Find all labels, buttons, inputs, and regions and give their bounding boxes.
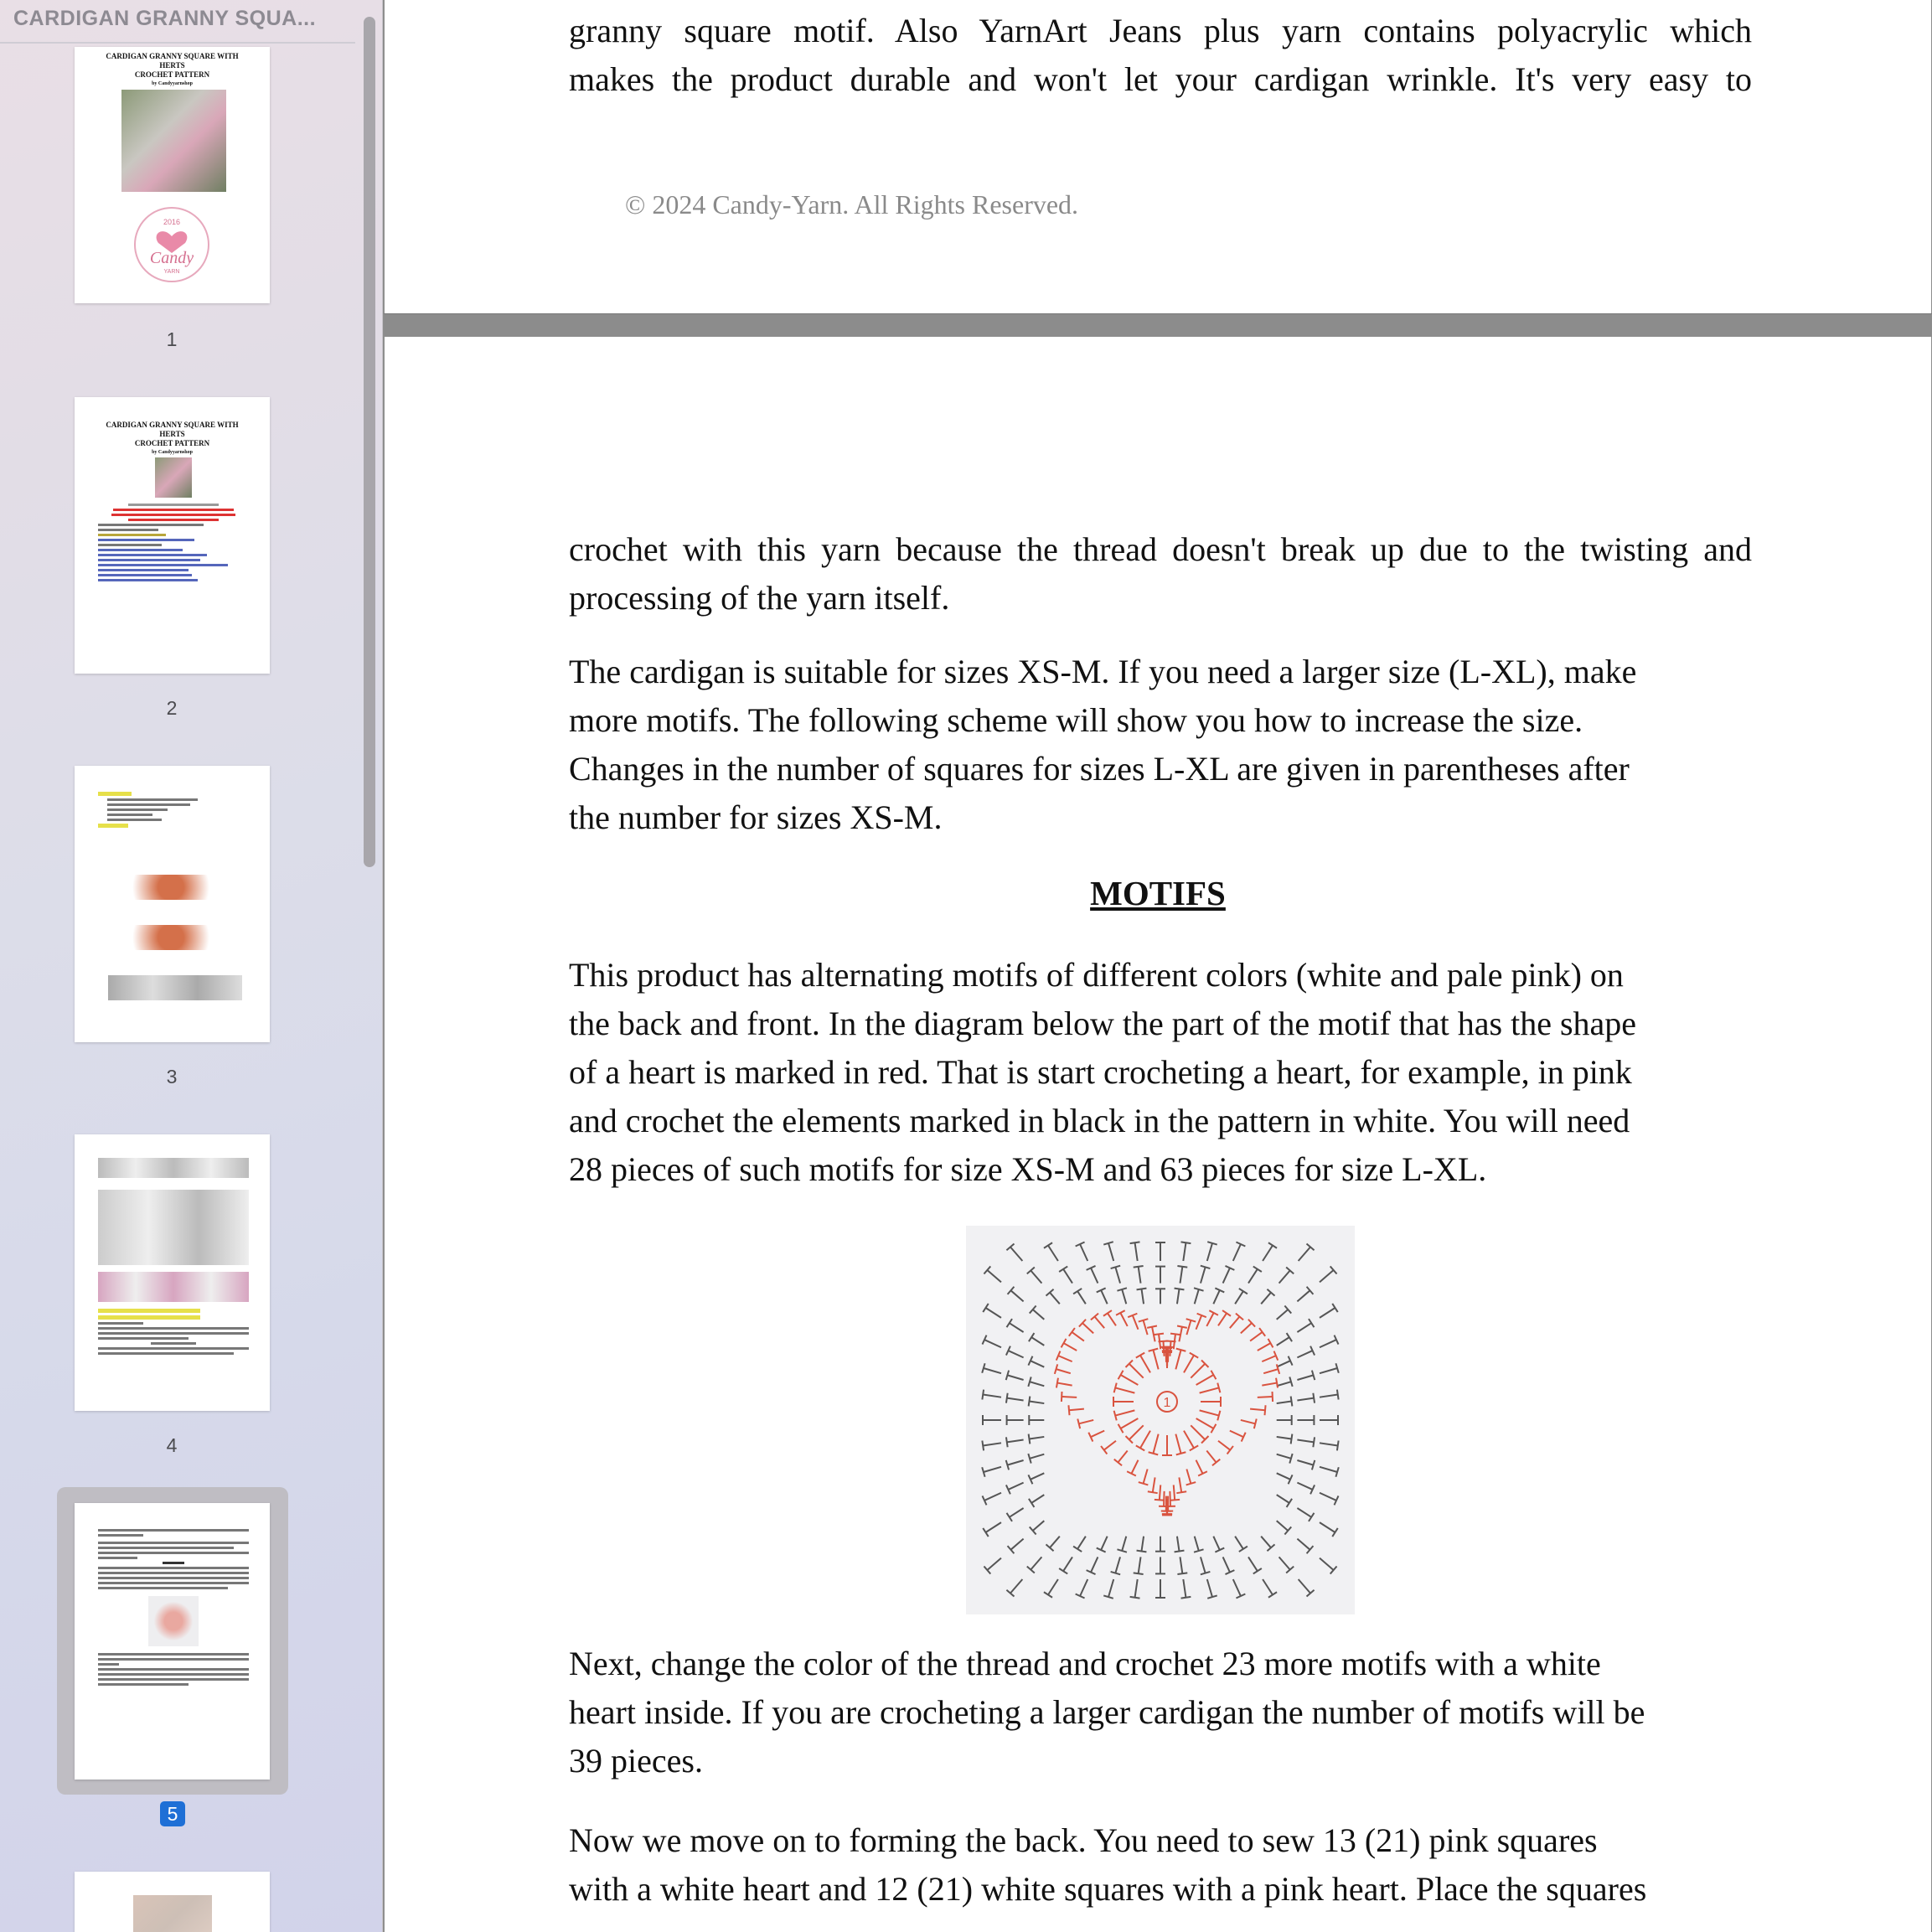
stitch-symbol — [1117, 1288, 1131, 1305]
stitch-symbol — [1008, 1287, 1027, 1305]
body-text-line: and crochet the elements marked in black in the pattern in white. You will need — [569, 1102, 1630, 1139]
stitch-symbol — [1130, 1242, 1143, 1261]
page-footer-copyright: © 2024 Candy-Yarn. All Rights Reserved. — [625, 189, 1079, 220]
sidebar-scrollbar[interactable] — [364, 17, 375, 867]
cover-photo — [121, 90, 226, 192]
stitch-symbol — [1187, 1361, 1208, 1382]
stitch-symbol — [1056, 1378, 1073, 1391]
stitch-symbol — [1046, 1289, 1063, 1307]
stitch-symbol — [1201, 1397, 1221, 1407]
stitch-symbol — [1294, 1535, 1313, 1553]
stitch-symbol — [1294, 1504, 1314, 1521]
stitch-symbol — [1275, 1553, 1294, 1573]
stitch-symbol — [1227, 1426, 1245, 1441]
stitch-symbol — [1116, 1310, 1132, 1329]
body-text-line: more motifs. The following scheme will show you how to increase the size. — [569, 701, 1583, 739]
stitch-symbol — [1028, 1469, 1046, 1484]
stitch-symbol — [1006, 1393, 1025, 1406]
motif-chart-svg — [966, 1226, 1355, 1614]
body-text-line: 39 pieces. — [569, 1742, 703, 1780]
stitch-symbol — [1006, 1455, 1025, 1470]
stitch-symbol — [1030, 1305, 1047, 1323]
stitch-symbol — [1103, 1310, 1120, 1329]
stitch-symbol — [1202, 1578, 1217, 1598]
thumbnail-sidebar — [0, 0, 383, 1932]
sidebar-divider — [0, 42, 355, 44]
stitch-symbol — [1155, 1267, 1165, 1284]
page-thumbnail-3[interactable] — [75, 766, 270, 1042]
stitch-symbol — [1134, 1266, 1146, 1284]
stitch-symbol — [1231, 1289, 1248, 1307]
body-text-line: 28 pieces of such motifs for size XS-M and 63 pieces for size L-XL. — [569, 1150, 1487, 1188]
stitch-symbol — [1059, 1554, 1077, 1573]
stitch-symbol — [1318, 1335, 1339, 1352]
stitch-symbol — [1077, 1415, 1094, 1428]
page-thumbnail-1[interactable] — [75, 47, 270, 303]
page-label-2: 2 — [166, 697, 178, 719]
page-thumbnail-4[interactable] — [75, 1134, 270, 1411]
stitch-symbol — [1261, 1378, 1278, 1391]
stitch-symbol — [1148, 1477, 1160, 1494]
stitch-symbol — [1244, 1267, 1262, 1286]
stitch-symbol — [1316, 1266, 1336, 1285]
stitch-symbol — [1137, 1289, 1149, 1305]
logo-name: Candy — [149, 249, 194, 267]
stitch-symbol — [1218, 1266, 1234, 1285]
stitch-symbol — [1114, 1383, 1136, 1398]
stitch-symbol — [1103, 1578, 1118, 1598]
stitch-symbol — [1319, 1438, 1338, 1450]
body-text-line: crochet with this yarn because the thread doesn't break up due to the twisting and — [569, 530, 1752, 568]
stitch-symbol — [1029, 1397, 1046, 1408]
stitch-symbol — [1076, 1242, 1093, 1263]
stitch-symbol — [1260, 1351, 1278, 1366]
thumb2-title-line: CROCHET PATTERN — [134, 439, 210, 447]
stitch-symbol — [1079, 1320, 1097, 1337]
stitch-symbol — [1027, 1268, 1046, 1287]
stitch-symbol — [1297, 1393, 1315, 1406]
stitch-symbol — [1214, 1310, 1231, 1329]
stitch-symbol — [1114, 1406, 1136, 1421]
stitch-symbol — [1276, 1432, 1293, 1444]
stitch-symbol — [1103, 1242, 1118, 1262]
stitch-symbol — [1258, 1392, 1273, 1403]
stitch-symbol — [1087, 1266, 1103, 1285]
body-text-line: Next, change the color of the thread and crochet 23 more motifs with a white — [569, 1645, 1601, 1682]
stitch-symbol — [1006, 1371, 1025, 1385]
stitch-symbol — [1006, 1576, 1025, 1596]
stitch-symbol — [1196, 1556, 1210, 1575]
stitch-symbol — [1087, 1555, 1103, 1574]
stitch-symbol — [1297, 1415, 1314, 1425]
document-viewer — [384, 0, 1932, 1932]
stitch-symbol — [1244, 1554, 1262, 1573]
stitch-symbol — [1317, 1304, 1338, 1322]
stitch-symbol — [1069, 1328, 1087, 1345]
stitch-symbol — [1187, 1422, 1208, 1443]
thumb3-content — [98, 789, 249, 830]
page-separator — [384, 313, 1932, 338]
stitch-symbol — [1149, 1349, 1164, 1371]
stitch-symbol — [1126, 1361, 1147, 1382]
thumb2-text-block — [98, 501, 249, 584]
stitch-symbol — [1190, 1535, 1204, 1552]
stitch-symbol — [1194, 1371, 1217, 1389]
stitch-symbol — [1318, 1488, 1339, 1505]
stitch-symbol — [983, 1304, 1004, 1322]
thumb1-title-line: CARDIGAN GRANNY SQUARE WITH — [106, 52, 239, 60]
stitch-symbol — [1126, 1422, 1147, 1443]
stitch-symbol — [1155, 1289, 1165, 1304]
page-label-5-selected: 5 — [160, 1801, 185, 1826]
logo-sub: YARN — [163, 269, 180, 275]
body-text-line: The cardigan is suitable for sizes XS-M. If you need a larger size (L-XL), make — [569, 653, 1637, 690]
stitch-symbol — [1295, 1346, 1315, 1362]
stitch-symbol — [1030, 1517, 1047, 1535]
stitch-symbol — [1175, 1557, 1188, 1575]
body-text-line: with a white heart and 12 (21) white squares with a pink heart. Place the squares — [569, 1870, 1647, 1908]
body-text-line: the back and front. In the diagram below the part of the motif that has the shape — [569, 1005, 1637, 1042]
stitch-symbol — [1258, 1533, 1275, 1551]
stitch-symbol — [1028, 1449, 1046, 1464]
stitch-symbol — [1228, 1242, 1245, 1263]
stitch-symbol — [1137, 1536, 1149, 1552]
thumb2-photo — [155, 457, 192, 498]
stitch-symbol — [1318, 1363, 1338, 1378]
stitch-symbol — [1180, 1428, 1198, 1451]
body-text-line: the number for sizes XS-M. — [569, 798, 943, 836]
stitch-symbol — [1228, 1578, 1245, 1599]
stitch-symbol — [1209, 1534, 1224, 1552]
stitch-symbol — [1320, 1415, 1338, 1425]
stitch-symbol — [1117, 1535, 1131, 1552]
stitch-symbol — [1162, 1435, 1172, 1455]
stitch-symbol — [1317, 1518, 1338, 1537]
page-5 — [385, 337, 1931, 1932]
stitch-symbol — [982, 1335, 1003, 1352]
stitch-symbol — [1172, 1536, 1184, 1552]
page-thumbnail-6[interactable] — [75, 1872, 270, 1932]
stitch-symbol — [1239, 1415, 1256, 1428]
stitch-symbol — [1127, 1458, 1143, 1475]
stitch-symbol — [1097, 1534, 1112, 1552]
page-label-1: 1 — [166, 328, 178, 350]
section-heading-motifs: MOTIFS — [1090, 874, 1226, 912]
stitch-symbol — [1155, 1579, 1165, 1598]
stitch-symbol — [1068, 1404, 1084, 1416]
stitch-symbol — [1202, 1310, 1218, 1329]
stitch-symbol — [1191, 1458, 1207, 1475]
stitch-symbol — [1118, 1414, 1141, 1433]
stitch-symbol — [1006, 1435, 1025, 1448]
stitch-symbol — [1274, 1469, 1292, 1484]
stitch-symbol — [1174, 1477, 1186, 1494]
stitch-symbol — [1056, 1351, 1074, 1366]
stitch-symbol — [1149, 1433, 1164, 1454]
candy-yarn-logo — [130, 203, 214, 287]
stitch-symbol — [1218, 1555, 1234, 1574]
stitch-symbol — [1294, 1243, 1314, 1263]
stitch-symbol — [1059, 1267, 1077, 1286]
stitch-symbol — [1294, 1576, 1314, 1596]
body-text-line: of a heart is marked in red. That is start crocheting a heart, for example, in pink — [569, 1053, 1632, 1091]
stitch-symbol — [984, 1266, 1004, 1285]
thumb1-title-line: CROCHET PATTERN — [134, 70, 210, 79]
stitch-symbol — [1258, 1242, 1277, 1263]
stitch-symbol — [1178, 1578, 1191, 1598]
stitch-symbol — [1029, 1333, 1047, 1350]
stitch-symbol — [1006, 1243, 1025, 1263]
body-text-line: makes the product durable and won't let your cardigan wrinkle. It's very easy to — [569, 60, 1752, 98]
stitch-symbol — [1111, 1556, 1125, 1575]
stitch-symbol — [1118, 1371, 1141, 1389]
page-4-bottom — [385, 0, 1931, 313]
stitch-symbol — [1130, 1578, 1143, 1598]
stitch-symbol — [1273, 1490, 1292, 1507]
stitch-symbol — [1180, 1353, 1198, 1376]
stitch-symbol — [1276, 1397, 1293, 1408]
stitch-symbol — [1028, 1356, 1046, 1372]
stitch-symbol — [1255, 1339, 1273, 1355]
stitch-symbol — [982, 1462, 1002, 1477]
page-label-3: 3 — [166, 1066, 178, 1087]
stitch-symbol — [1062, 1339, 1080, 1355]
sidebar-document-title: CARDIGAN GRANNY SQUA... — [13, 7, 317, 30]
body-text-line: granny square motif. Also YarnArt Jeans plus yarn contains polyacrylic which — [569, 12, 1752, 49]
stitch-symbol — [1273, 1333, 1292, 1350]
stitch-symbol — [1295, 1478, 1315, 1494]
stitch-symbol — [1029, 1415, 1044, 1425]
stitch-symbol — [1136, 1353, 1155, 1376]
stitch-symbol — [1196, 1266, 1210, 1285]
stitch-symbol — [1073, 1533, 1090, 1552]
stitch-symbol — [1263, 1364, 1280, 1378]
stitch-symbol — [1296, 1455, 1315, 1470]
stitch-symbol — [1113, 1397, 1134, 1407]
stitch-symbol — [1139, 1468, 1153, 1485]
thumb2-title-line: by Candyyarnshop — [152, 450, 193, 455]
stitch-symbol — [1091, 1314, 1108, 1331]
stitch-symbol — [1178, 1242, 1191, 1261]
stitch-symbol — [1226, 1314, 1243, 1331]
stitch-symbol — [1277, 1415, 1292, 1425]
body-text-line: heart inside. If you are crocheting a larger cardigan the number of motifs will be — [569, 1693, 1645, 1731]
stitch-symbol — [1028, 1377, 1046, 1391]
stitch-symbol — [982, 1488, 1003, 1505]
stitch-symbol — [982, 1390, 1001, 1403]
stitch-symbol — [1155, 1557, 1165, 1573]
stitch-symbol — [1046, 1533, 1063, 1551]
stitch-symbol — [1319, 1390, 1338, 1403]
stitch-symbol — [982, 1363, 1002, 1378]
stitch-symbol — [1294, 1287, 1313, 1305]
stitch-symbol — [1171, 1433, 1186, 1454]
stitch-symbol — [1097, 1288, 1112, 1305]
stitch-symbol — [1191, 1314, 1206, 1331]
stitch-symbol — [1194, 1414, 1217, 1433]
page-label-4: 4 — [166, 1434, 178, 1456]
stitch-symbol — [1275, 1449, 1293, 1464]
stitch-symbol — [1044, 1242, 1062, 1263]
stitch-symbol — [1209, 1288, 1224, 1305]
stitch-symbol — [1055, 1364, 1072, 1378]
stitch-symbol — [982, 1438, 1001, 1450]
stitch-symbol — [1128, 1314, 1143, 1331]
stitch-symbol — [1198, 1406, 1220, 1421]
stitch-symbol — [1155, 1242, 1165, 1261]
stitch-symbol — [1029, 1490, 1047, 1507]
stitch-symbol — [1258, 1577, 1277, 1598]
body-text-line: Now we move on to forming the back. You need to sew 13 (21) pink squares — [569, 1821, 1598, 1859]
crochet-motif-diagram — [966, 1226, 1355, 1614]
thumb2-title-line: CARDIGAN GRANNY SQUARE WITH — [106, 421, 239, 429]
diagram-center-label: 1 — [1163, 1396, 1171, 1410]
stitch-symbol — [1076, 1578, 1093, 1599]
stitch-symbol — [1029, 1432, 1046, 1444]
stitch-symbol — [1297, 1435, 1315, 1448]
stitch-symbol — [1248, 1328, 1266, 1345]
stitch-symbol — [1114, 1448, 1132, 1466]
stitch-symbol — [1203, 1448, 1221, 1466]
stitch-symbol — [1275, 1268, 1294, 1287]
thumb1-title-line: HERTS — [159, 61, 185, 70]
stitch-symbol — [983, 1415, 1001, 1425]
stitch-symbol — [1006, 1478, 1025, 1494]
stitch-symbol — [1198, 1383, 1220, 1398]
stitch-symbol — [1007, 1319, 1026, 1336]
stitch-symbol — [1231, 1533, 1248, 1552]
body-text-line: processing of the yarn itself. — [569, 579, 950, 617]
stitch-symbol — [1316, 1554, 1336, 1573]
stitch-symbol — [1294, 1319, 1314, 1336]
stitch-symbol — [1318, 1462, 1338, 1477]
thumb1-title-line: by Candyyarnshop — [152, 81, 193, 86]
stitch-symbol — [1296, 1371, 1315, 1385]
stitch-symbol — [1250, 1404, 1266, 1416]
stitch-symbol — [1237, 1320, 1255, 1337]
stitch-symbol — [1006, 1346, 1025, 1362]
stitch-symbol — [1111, 1266, 1125, 1285]
stitch-symbol — [1044, 1577, 1062, 1598]
thumb6-photo — [133, 1895, 212, 1932]
body-text-line: This product has alternating motifs of different colors (white and pale pink) on — [569, 956, 1624, 994]
stitch-symbol — [983, 1518, 1004, 1537]
stitch-symbol — [1136, 1428, 1155, 1451]
thumb3-stitch-images — [108, 875, 242, 1021]
stitch-symbol — [1007, 1415, 1024, 1425]
stitch-symbol — [1215, 1437, 1233, 1454]
stitch-symbol — [1088, 1426, 1106, 1441]
stitch-symbol — [1273, 1517, 1291, 1535]
thumb4-content — [98, 1158, 249, 1357]
stitch-symbol — [1172, 1289, 1184, 1305]
stitch-symbol — [1202, 1242, 1217, 1262]
thumb5-content — [98, 1526, 249, 1688]
stitch-symbol — [984, 1554, 1004, 1573]
stitch-symbol — [1134, 1557, 1146, 1575]
stitch-symbol — [1182, 1468, 1196, 1485]
logo-year: 2016 — [163, 218, 181, 226]
body-text-line: Changes in the number of squares for sizes L-XL are given in parentheses after — [569, 750, 1630, 788]
page-thumbnail-2[interactable] — [75, 397, 270, 674]
stitch-symbol — [1101, 1437, 1119, 1454]
stitch-symbol — [1155, 1537, 1165, 1552]
stitch-symbol — [1062, 1392, 1077, 1403]
stitch-symbol — [1258, 1289, 1275, 1307]
stitch-symbol — [1007, 1504, 1026, 1521]
stitch-symbol — [1190, 1288, 1204, 1305]
stitch-symbol — [1027, 1553, 1046, 1573]
stitch-symbol — [1171, 1349, 1186, 1371]
stitch-symbol — [1273, 1305, 1291, 1323]
stitch-symbol — [1175, 1266, 1188, 1284]
stitch-symbol — [1008, 1535, 1027, 1553]
page-thumbnail-5[interactable] — [75, 1503, 270, 1780]
thumb2-title-line: HERTS — [159, 430, 185, 438]
stitch-symbol — [1073, 1289, 1090, 1307]
